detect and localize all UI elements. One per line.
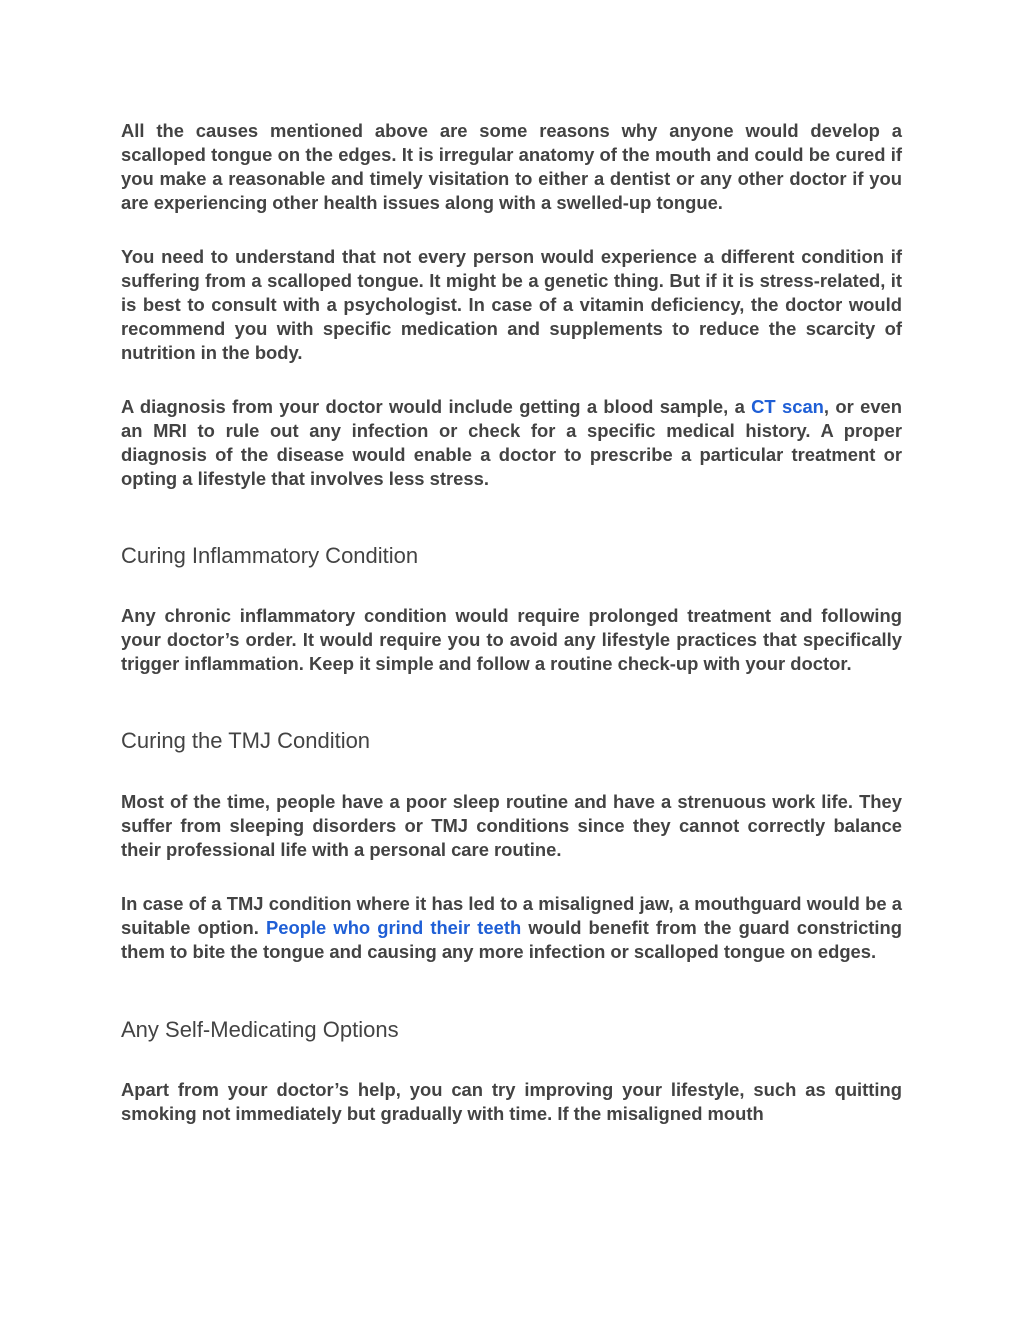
paragraph-mouthguard-text-after: would benefit from the guard constricting them to bite the tongue and causing any more infection or scalloped tongue on edges.: [121, 917, 902, 962]
heading-tmj: Curing the TMJ Condition: [121, 728, 371, 753]
grind-teeth-link[interactable]: People who grind their teeth: [265, 917, 522, 938]
paragraph-sleep: Most of the time, people have a poor sleep routine and have a strenuous work life. They suffer from sleeping disorders or TMJ conditions since they cannot correctly balance their professional life with a personal care routine.: [121, 791, 902, 860]
paragraph-causes: All the causes mentioned above are some reasons why anyone would develop a scalloped tongue on the edges. It is irregular anatomy of the mouth and could be cured if you make a reasonable and timely visitation to either a dentist or any other doctor if you are experiencing other health issues along with a swelled-up tongue.: [121, 120, 902, 213]
paragraph-self-medicating: Apart from your doctor’s help, you can try improving your lifestyle, such as quitting smoking not immediately but gradually with time. If the misaligned mouth: [121, 1079, 902, 1124]
ct-scan-link[interactable]: CT scan: [751, 396, 824, 417]
paragraph-mouthguard: [121, 892, 902, 964]
heading-self-medicating: Any Self-Medicating Options: [121, 1017, 399, 1042]
heading-inflammatory: Curing Inflammatory Condition: [121, 543, 419, 568]
paragraph-inflammatory: Any chronic inflammatory condition would require prolonged treatment and following your doctor’s order. It would require you to avoid any lifestyle practices that specifically trigger inflammation. Keep it simple and follow a routine check-up with your doctor.: [121, 605, 902, 674]
paragraph-understand: You need to understand that not every person would experience a different condition if suffering from a scalloped tongue. It might be a genetic thing. But if it is stress-related, it is best to consult with a psychologist. In case of a vitamin deficiency, the doctor would recommend you with specific medication and supplements to reduce the scarcity of nutrition in the body.: [121, 246, 902, 363]
paragraph-diagnosis-text-before: A diagnosis from your doctor would include getting a blood sample, a: [121, 396, 752, 417]
document-page: [121, 119, 902, 1126]
paragraph-diagnosis: [121, 395, 902, 491]
paragraph-diagnosis-text-after: , or even an MRI to rule out any infection or check for a specific medical history. A proper diagnosis of the disease would enable a doctor to prescribe a particular treatment or opting a lifestyle that involves less stress.: [121, 396, 903, 489]
paragraph-mouthguard-text-before: In case of a TMJ condition where it has led to a misaligned jaw, a mouthguard would be a suitable option.: [121, 893, 902, 938]
